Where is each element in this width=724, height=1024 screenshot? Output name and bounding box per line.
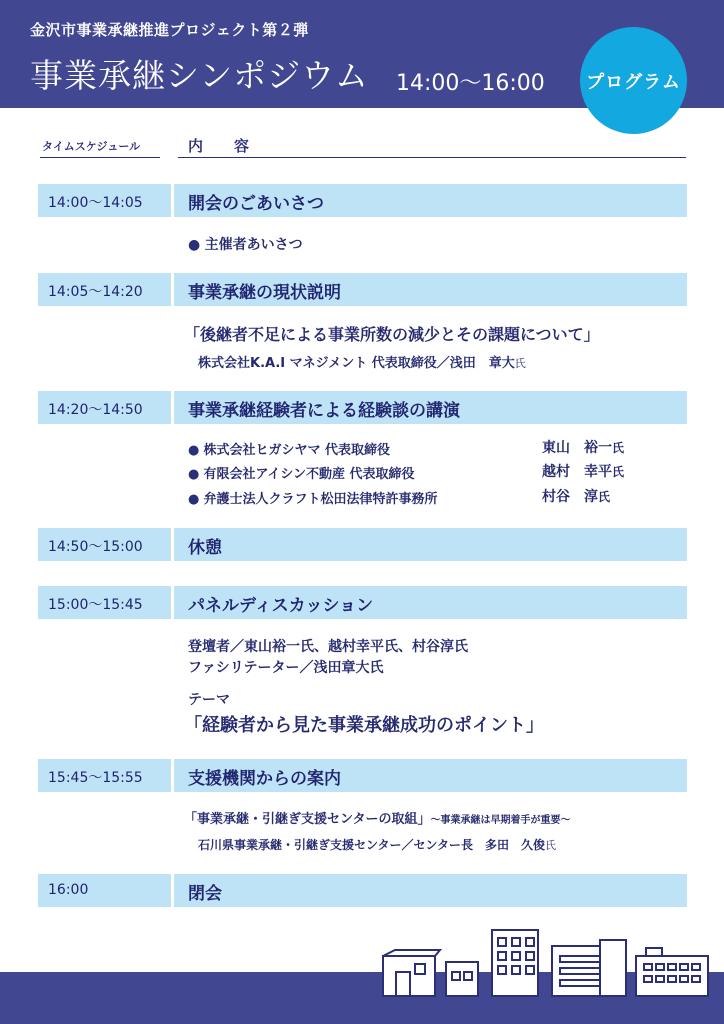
lecture-speaker (188, 439, 390, 458)
session-title: 事業承継経験者による経験談の講演 (188, 401, 460, 421)
facilitator: ファシリテーター／浅田章大氏 (188, 660, 384, 676)
honorific: 氏 (545, 839, 557, 852)
honorific: 氏 (514, 357, 526, 370)
program-badge: プログラム (580, 27, 687, 134)
session-time: 16:00 (48, 882, 89, 898)
session-time: 15:45〜15:55 (48, 770, 143, 786)
speaker-org: 株式会社ヒガシヤマ 代表取締役 (203, 443, 391, 458)
lecture-speaker (188, 463, 415, 482)
session-row-break (38, 528, 687, 561)
support-speaker (198, 836, 556, 853)
session-time: 14:50〜15:00 (48, 539, 143, 555)
topic-text: 「事業承継・引継ぎ支援センターの取組」 (184, 812, 431, 827)
session-row-explanation (38, 273, 687, 306)
session-title: パネルディスカッション (188, 596, 374, 616)
topic-subtitle: 〜事業承継は早期着手が重要〜 (430, 815, 571, 826)
explanation-speaker (198, 352, 526, 371)
speaker-text: 石川県事業承継・引継ぎ支援センター／センター長 多田 久俊 (198, 838, 546, 852)
schedule-column-header: タイムスケジュール (42, 140, 141, 153)
name-text: 越村 幸平 (542, 464, 612, 480)
city-buildings-illustration (0, 900, 724, 1024)
divider (171, 391, 174, 424)
panelists: 登壇者／東山裕一氏、越村幸平氏、村谷淳氏 (188, 639, 468, 655)
divider (171, 586, 174, 619)
explanation-topic: 「後継者不足による事業所数の減少とその課題について」 (184, 325, 600, 344)
speaker-text: 株式会社K.A.I マネジメント 代表取締役／浅田 章大 (198, 356, 515, 371)
divider (171, 759, 174, 792)
panel-theme: 「経験者から見た事業承継成功のポイント」 (184, 715, 544, 736)
session-title: 休憩 (188, 538, 222, 558)
project-subtitle: 金沢市事業承継推進プロジェクト第２弾 (30, 21, 309, 39)
divider (171, 528, 174, 561)
opening-item (188, 234, 303, 254)
building-2 (446, 962, 478, 996)
speaker-name (542, 461, 624, 481)
lecture-speaker (188, 488, 438, 507)
theme-label: テーマ (188, 692, 230, 708)
session-row-support (38, 759, 687, 792)
session-title: 支援機関からの案内 (188, 769, 341, 789)
divider (171, 184, 174, 217)
bullet-icon: ● (188, 467, 200, 482)
honorific: 氏 (612, 465, 625, 479)
speaker-org: 有限会社アイシン不動産 代表取締役 (203, 467, 415, 482)
session-title: 開会のごあいさつ (188, 194, 324, 214)
event-time: 14:00〜16:00 (396, 71, 545, 96)
name-text: 東山 裕一 (542, 440, 612, 456)
session-time: 14:05〜14:20 (48, 284, 143, 300)
header-divider-left (40, 157, 160, 158)
divider (171, 273, 174, 306)
honorific: 氏 (598, 490, 611, 504)
session-time: 14:00〜14:05 (48, 195, 143, 211)
session-time: 14:20〜14:50 (48, 402, 143, 418)
speaker-org: 弁護士法人クラフト松田法律特許事務所 (203, 492, 438, 507)
session-title: 事業承継の現状説明 (188, 283, 341, 303)
session-row-lecture (38, 391, 687, 424)
name-text: 村谷 淳 (542, 489, 598, 505)
session-row-panel (38, 586, 687, 619)
bullet-icon: ● (188, 237, 201, 253)
opening-item-text: 主催者あいさつ (204, 237, 303, 253)
bullet-icon: ● (188, 492, 200, 507)
honorific: 氏 (612, 441, 625, 455)
speaker-name (542, 486, 610, 506)
header-divider-right (178, 157, 686, 158)
content-column-header: 内 容 (188, 137, 258, 155)
speaker-name (542, 437, 624, 457)
bullet-icon: ● (188, 443, 200, 458)
session-row-opening (38, 184, 687, 217)
session-title: 閉会 (188, 884, 222, 904)
session-time: 15:00〜15:45 (48, 597, 143, 613)
page-title: 事業承継シンポジウム (30, 56, 369, 95)
support-topic (184, 808, 570, 827)
